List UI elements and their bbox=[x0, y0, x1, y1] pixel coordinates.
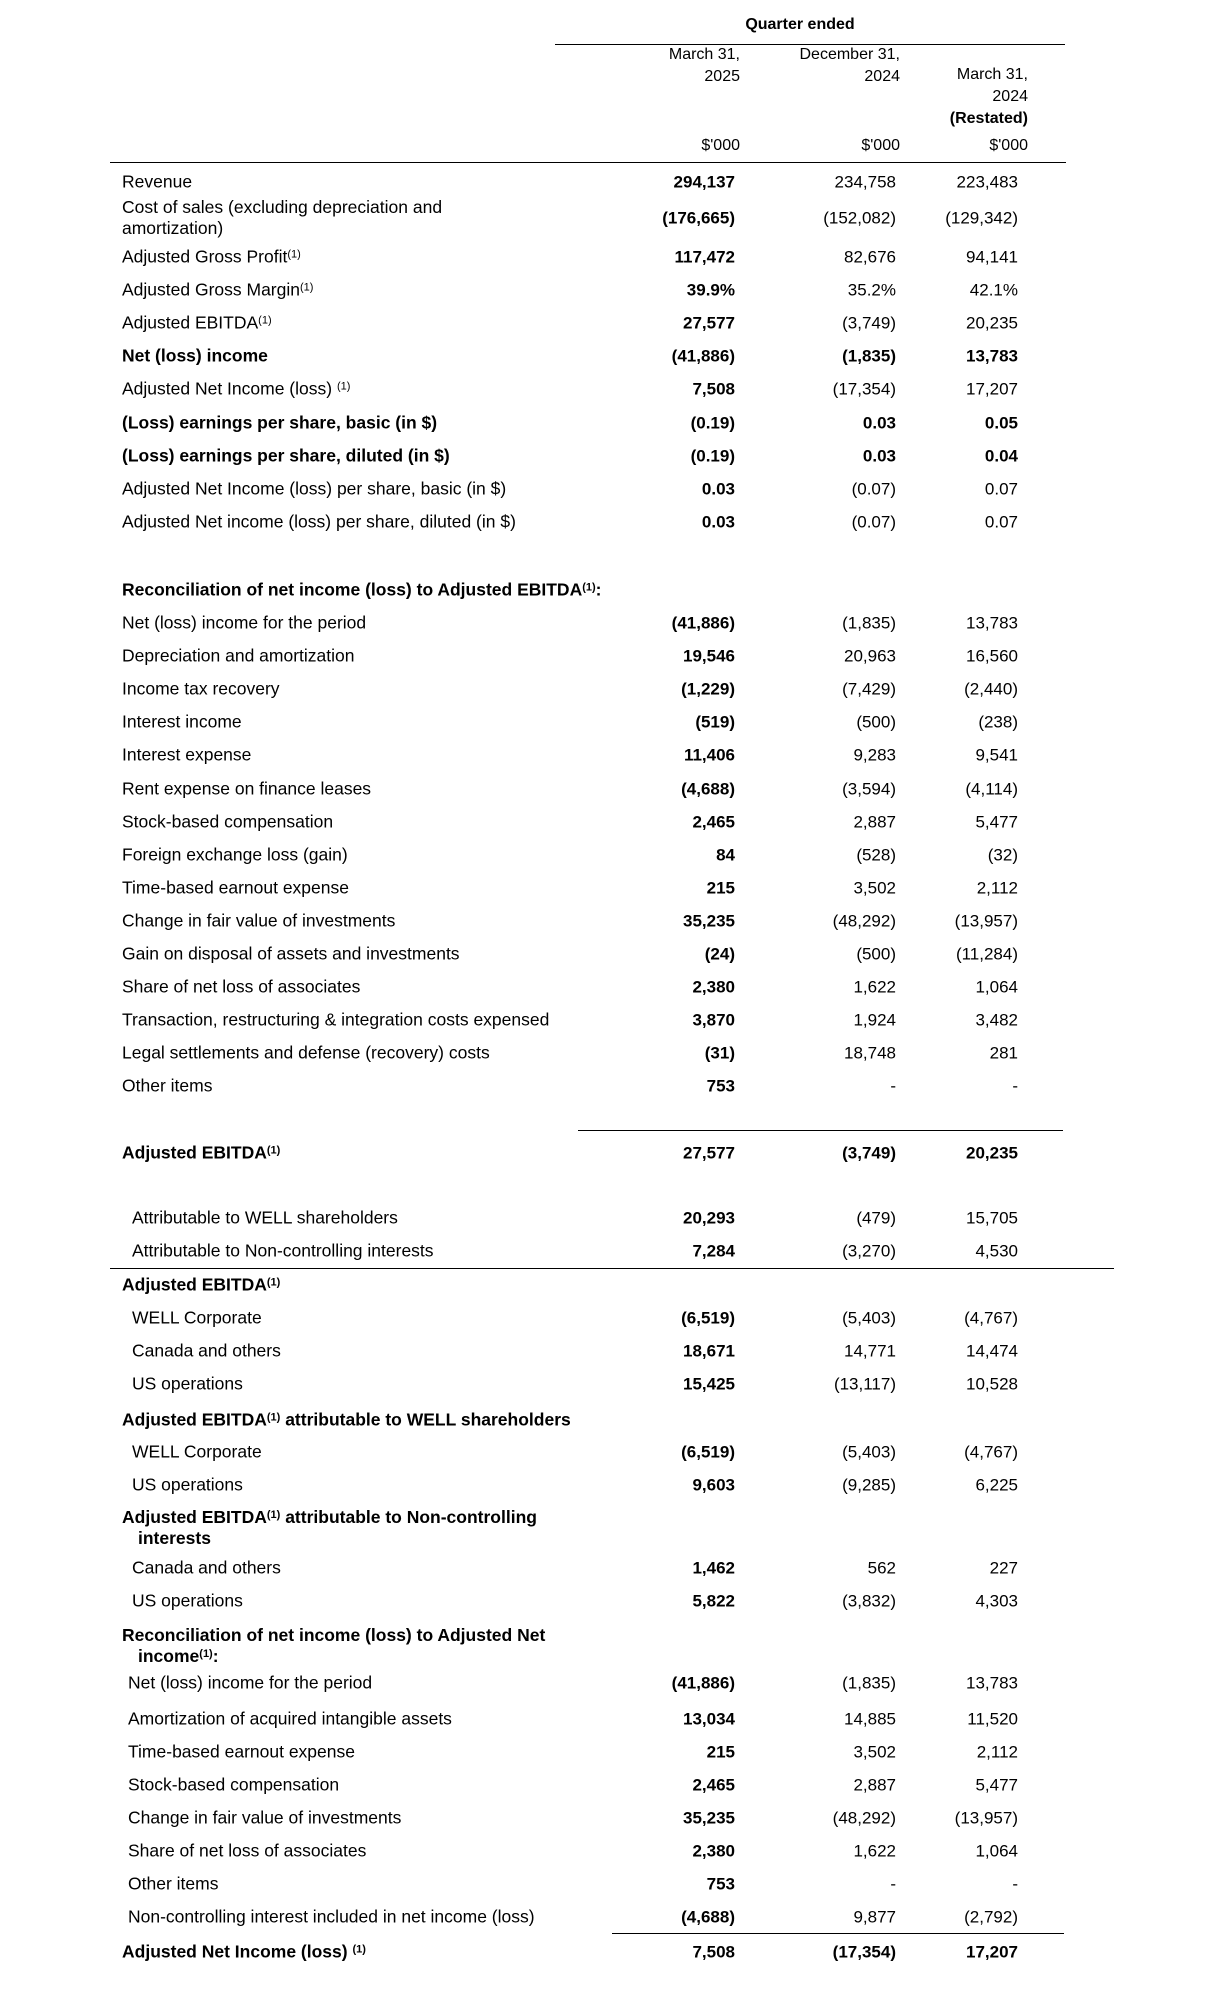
value-col1: 2,465 bbox=[692, 1775, 735, 1795]
table-row bbox=[0, 1868, 1214, 1900]
row-label: Amortization of acquired intangible assets bbox=[128, 1708, 452, 1729]
value-col3: 0.07 bbox=[984, 479, 1018, 499]
value-col3: 16,560 bbox=[966, 646, 1018, 666]
value-col3: 9,541 bbox=[975, 745, 1018, 765]
subtotal-rule bbox=[578, 1130, 1063, 1131]
footnote-marker: (1) bbox=[258, 314, 272, 327]
row-label: WELL Corporate bbox=[132, 1307, 262, 1328]
value-col1: (41,886) bbox=[671, 1673, 735, 1693]
value-col1: (41,886) bbox=[671, 346, 735, 366]
row-label: Time-based earnout expense bbox=[122, 877, 349, 898]
value-col1: 215 bbox=[706, 1742, 735, 1762]
value-col1: 2,380 bbox=[692, 977, 735, 997]
row-label: Share of net loss of associates bbox=[128, 1840, 367, 1861]
table-row bbox=[0, 1802, 1214, 1834]
row-label: Adjusted Net Income (loss) $^{(1)}$ bbox=[122, 378, 351, 399]
value-col1: (6,519) bbox=[681, 1442, 735, 1462]
value-col3: 227 bbox=[989, 1558, 1018, 1578]
table-row bbox=[0, 274, 1214, 306]
value-col2: (3,270) bbox=[842, 1241, 896, 1261]
value-col3: - bbox=[1012, 1076, 1018, 1096]
total-row bbox=[0, 1936, 1214, 1968]
value-col3: 15,705 bbox=[966, 1208, 1018, 1228]
table-row bbox=[0, 1552, 1214, 1584]
table-row bbox=[0, 640, 1214, 672]
footnote-marker: (1) bbox=[199, 1648, 213, 1660]
value-col3: 1,064 bbox=[975, 1841, 1018, 1861]
value-col3: 17,207 bbox=[966, 1942, 1018, 1962]
row-label: Gain on disposal of assets and investments bbox=[122, 943, 460, 964]
value-col2: 14,771 bbox=[844, 1341, 896, 1361]
row-label: Adjusted EBITDA$^{(1)}$ bbox=[122, 1142, 281, 1163]
value-col1: 2,380 bbox=[692, 1841, 735, 1861]
footnote-marker: (1) bbox=[336, 380, 351, 393]
row-label: Legal settlements and defense (recovery) costs bbox=[122, 1042, 490, 1063]
row-label: US operations bbox=[132, 1474, 243, 1495]
table-row bbox=[0, 706, 1214, 738]
value-col2: (17,354) bbox=[832, 1942, 896, 1962]
section-title bbox=[0, 1404, 1214, 1436]
table-row bbox=[0, 166, 1214, 198]
value-col3: 2,112 bbox=[976, 1742, 1018, 1762]
value-col3: (2,792) bbox=[964, 1907, 1018, 1927]
value-col2: 3,502 bbox=[853, 878, 896, 898]
value-col2: (0.07) bbox=[851, 512, 896, 532]
table-row bbox=[0, 1368, 1214, 1400]
row-label: Depreciation and amortization bbox=[122, 645, 355, 666]
footnote-marker: (1) bbox=[266, 1411, 281, 1424]
value-col1: 5,822 bbox=[692, 1591, 735, 1611]
value-col1: (31) bbox=[704, 1043, 735, 1063]
value-col1: 19,546 bbox=[683, 646, 735, 666]
table-row bbox=[0, 1703, 1214, 1735]
row-label: Net (loss) income for the period bbox=[122, 612, 367, 633]
value-col1: 39.9% bbox=[686, 280, 735, 300]
value-col3: (13,957) bbox=[954, 911, 1018, 931]
table-row bbox=[0, 1835, 1214, 1867]
row-label: Income tax recovery bbox=[122, 678, 280, 699]
value-col3: (4,114) bbox=[965, 779, 1018, 798]
row-label: Rent expense on finance leases bbox=[122, 778, 372, 798]
row-label: Other items bbox=[128, 1873, 219, 1894]
value-col2: 562 bbox=[867, 1558, 896, 1578]
footnote-marker: (1) bbox=[287, 248, 301, 261]
table-row bbox=[0, 373, 1214, 405]
value-col1: 1,462 bbox=[692, 1558, 735, 1578]
table-row bbox=[0, 1202, 1214, 1234]
row-label: US operations bbox=[132, 1373, 243, 1394]
value-col1: (41,886) bbox=[671, 613, 735, 633]
value-col2: (1,835) bbox=[842, 1673, 896, 1693]
value-col2: (479) bbox=[856, 1208, 896, 1228]
table-row bbox=[0, 407, 1214, 439]
value-col1: (6,519) bbox=[681, 1308, 735, 1328]
table-row bbox=[0, 1037, 1214, 1069]
value-col2: (1,835) bbox=[842, 346, 896, 366]
value-col2: 1,924 bbox=[853, 1010, 896, 1030]
row-label: Net (loss) income for the period bbox=[128, 1672, 373, 1693]
table-row bbox=[0, 607, 1214, 639]
row-label: Stock-based compensation bbox=[122, 811, 334, 832]
row-label: Change in fair value of investments bbox=[122, 910, 396, 931]
value-col3: 0.07 bbox=[984, 512, 1018, 532]
value-col2: 2,887 bbox=[853, 1775, 896, 1795]
value-col1: 753 bbox=[706, 1874, 735, 1894]
row-label-continued: interests bbox=[138, 1528, 211, 1548]
value-col2: (9,285) bbox=[842, 1475, 896, 1495]
footnote-marker: (1) bbox=[352, 1943, 366, 1956]
row-label: Net (loss) income bbox=[122, 345, 268, 366]
value-col3: 6,225 bbox=[975, 1475, 1018, 1495]
row-label: Non-controlling interest included in net income (loss) bbox=[128, 1906, 535, 1927]
value-col3: 5,477 bbox=[975, 1775, 1018, 1795]
table-row bbox=[0, 1070, 1214, 1102]
col2-header-line2: 2024 bbox=[864, 68, 900, 85]
value-col2: 9,283 bbox=[853, 745, 896, 765]
col3-header-line3: (Restated) bbox=[949, 110, 1028, 127]
value-col2: 20,963 bbox=[844, 646, 896, 666]
value-col2: (152,082) bbox=[823, 208, 896, 228]
value-col3: 14,474 bbox=[966, 1341, 1018, 1361]
value-col1: 7,508 bbox=[692, 379, 735, 399]
value-col3: (11,284) bbox=[955, 944, 1018, 964]
value-col1: 18,671 bbox=[683, 1341, 735, 1361]
value-col1: 9,603 bbox=[692, 1475, 735, 1495]
table-row bbox=[0, 506, 1214, 538]
value-col3: 42.1% bbox=[969, 280, 1018, 300]
value-col3: (2,440) bbox=[964, 679, 1018, 699]
value-col3: 13,783 bbox=[966, 346, 1018, 366]
row-label: Adjusted EBITDA$^{(1)}$ attributable to WELL shareholders bbox=[122, 1409, 571, 1430]
row-label: Adjusted EBITDA$^{(1)}$ bbox=[122, 312, 272, 333]
value-col2: (500) bbox=[856, 712, 896, 732]
value-col3: (13,957) bbox=[954, 1808, 1018, 1828]
row-label: (Loss) earnings per share, diluted (in $) bbox=[122, 445, 450, 466]
table-row bbox=[0, 905, 1214, 937]
row-label: Other items bbox=[122, 1075, 213, 1096]
value-col1: 2,465 bbox=[692, 812, 735, 832]
value-col2: (48,292) bbox=[832, 911, 896, 931]
value-col2: 3,502 bbox=[853, 1742, 896, 1762]
value-col2: 0.03 bbox=[862, 446, 896, 466]
value-col2: (7,429) bbox=[842, 679, 896, 699]
table-row bbox=[0, 938, 1214, 970]
table-row bbox=[0, 241, 1214, 273]
value-col2: (13,117) bbox=[833, 1374, 896, 1394]
value-col1: 0.03 bbox=[701, 512, 735, 532]
table-row bbox=[0, 1436, 1214, 1468]
value-col3: 17,207 bbox=[966, 379, 1018, 399]
table-row bbox=[0, 1302, 1214, 1334]
value-col2: 234,758 bbox=[834, 172, 896, 192]
row-label: Interest expense bbox=[122, 744, 252, 765]
value-col3: 0.04 bbox=[984, 446, 1018, 466]
table-row bbox=[0, 440, 1214, 472]
value-col1: 27,577 bbox=[683, 1143, 735, 1163]
value-col2: (1,835) bbox=[842, 613, 896, 633]
value-col2: 1,622 bbox=[853, 977, 896, 997]
footnote-marker: (1) bbox=[266, 1509, 281, 1521]
footnote-marker: (1) bbox=[266, 1144, 281, 1157]
table-row bbox=[0, 307, 1214, 339]
table-row bbox=[0, 1736, 1214, 1768]
section-title bbox=[0, 1624, 1214, 1668]
value-col2: 82,676 bbox=[844, 247, 896, 267]
value-col3: (4,767) bbox=[964, 1308, 1018, 1328]
table-row bbox=[0, 1901, 1214, 1933]
value-col1: 0.03 bbox=[701, 479, 735, 499]
value-col3: (129,342) bbox=[945, 208, 1018, 228]
row-label: Share of net loss of associates bbox=[122, 976, 361, 997]
value-col1: 7,508 bbox=[692, 1942, 735, 1962]
value-col1: 117,472 bbox=[674, 247, 735, 267]
row-label: (Loss) earnings per share, basic (in $) bbox=[122, 412, 438, 433]
row-label: Revenue bbox=[122, 171, 193, 192]
value-col3: 4,303 bbox=[975, 1591, 1018, 1611]
section-title bbox=[0, 574, 1214, 606]
value-col3: 20,235 bbox=[966, 1143, 1018, 1163]
row-label: Interest income bbox=[122, 711, 242, 732]
row-label: Adjusted Net Income (loss) $^{(1)}$ bbox=[122, 1941, 366, 1962]
value-col2: (5,403) bbox=[842, 1442, 896, 1462]
value-col1: 15,425 bbox=[683, 1374, 735, 1394]
value-col3: - bbox=[1012, 1874, 1018, 1894]
value-col3: 11,520 bbox=[967, 1709, 1018, 1729]
value-col1: 35,235 bbox=[683, 1808, 735, 1828]
row-label: Adjusted Gross Margin$^{(1)}$ bbox=[122, 279, 314, 300]
value-col1: (519) bbox=[695, 712, 735, 732]
table-row bbox=[0, 1004, 1214, 1036]
section-title bbox=[0, 1506, 1214, 1550]
value-col1: 84 bbox=[716, 845, 735, 865]
row-label: Time-based earnout expense bbox=[128, 1741, 355, 1762]
value-col3: 4,530 bbox=[975, 1241, 1018, 1261]
value-col1: (4,688) bbox=[681, 1907, 735, 1927]
value-col3: 10,528 bbox=[966, 1374, 1018, 1394]
value-col1: (24) bbox=[704, 944, 735, 964]
value-col1: 35,235 bbox=[683, 911, 735, 931]
col3-header bbox=[900, 64, 1028, 130]
row-label: Reconciliation of net income (loss) to Adjusted Net income$^{(1)}$: bbox=[122, 1625, 592, 1667]
value-col2: (5,403) bbox=[842, 1308, 896, 1328]
value-col2: (3,832) bbox=[842, 1591, 896, 1611]
row-label: Transaction, restructuring & integration costs expensed bbox=[122, 1009, 550, 1030]
header-bottom-rule bbox=[110, 162, 1066, 163]
value-col1: 294,137 bbox=[673, 172, 735, 192]
value-col3: (4,767) bbox=[964, 1442, 1018, 1462]
row-label: Canada and others bbox=[132, 1557, 281, 1578]
row-label-continued: income$^{(1)}$: bbox=[138, 1646, 219, 1666]
table-row bbox=[0, 1469, 1214, 1501]
row-label: Foreign exchange loss (gain) bbox=[122, 844, 348, 865]
value-col2: 35.2% bbox=[847, 280, 896, 300]
value-col2: 0.03 bbox=[862, 413, 896, 433]
col2-header-line1: December 31, bbox=[799, 46, 900, 63]
col3-header-line1: March 31, bbox=[956, 66, 1028, 83]
row-label: Stock-based compensation bbox=[128, 1774, 340, 1795]
row-label: Adjusted Gross Profit$^{(1)}$ bbox=[122, 246, 301, 267]
value-col2: 1,622 bbox=[853, 1841, 896, 1861]
value-col2: (3,594) bbox=[842, 779, 896, 798]
col3-unit: $'000 bbox=[989, 137, 1028, 154]
value-col3: (238) bbox=[978, 712, 1018, 732]
value-col2: (0.07) bbox=[851, 479, 896, 499]
value-col3: 2,112 bbox=[976, 878, 1018, 898]
row-label: Adjusted Net income (loss) per share, diluted (in $) bbox=[122, 511, 516, 532]
row-label: Cost of sales (excluding depreciation and amortization) bbox=[122, 197, 443, 238]
section-title bbox=[0, 1269, 1214, 1301]
value-col3: 3,482 bbox=[975, 1010, 1018, 1030]
total-rule bbox=[612, 1933, 1064, 1934]
value-col3: 281 bbox=[989, 1043, 1018, 1063]
value-col2: 18,748 bbox=[844, 1043, 896, 1063]
row-label: Canada and others bbox=[132, 1340, 281, 1361]
col2-unit: $'000 bbox=[861, 137, 900, 154]
value-col1: (0.19) bbox=[690, 413, 735, 433]
value-col2: 2,887 bbox=[853, 812, 896, 832]
value-col1: 753 bbox=[706, 1076, 735, 1096]
value-col1: 11,406 bbox=[683, 745, 735, 765]
col1-unit: $'000 bbox=[701, 137, 740, 154]
value-col1: (1,229) bbox=[681, 679, 735, 699]
row-label: Attributable to WELL shareholders bbox=[132, 1207, 398, 1228]
table-row bbox=[0, 1667, 1214, 1699]
row-label: US operations bbox=[132, 1590, 243, 1611]
row-label: Attributable to Non-controlling interests bbox=[132, 1240, 434, 1261]
value-col2: - bbox=[890, 1874, 896, 1894]
table-row bbox=[0, 773, 1214, 805]
value-col3: 94,141 bbox=[966, 247, 1018, 267]
table-row bbox=[0, 673, 1214, 705]
row-label: Adjusted Net Income (loss) per share, basic (in $) bbox=[122, 478, 507, 499]
value-col3: 13,783 bbox=[966, 613, 1018, 633]
footnote-marker: (1) bbox=[300, 281, 314, 294]
table-row bbox=[0, 739, 1214, 771]
value-col2: (528) bbox=[856, 845, 896, 865]
row-label: Change in fair value of investments bbox=[128, 1807, 402, 1828]
table-row bbox=[0, 1769, 1214, 1801]
col2-header bbox=[760, 44, 900, 88]
col1-header bbox=[620, 44, 740, 88]
value-col2: (3,749) bbox=[842, 313, 896, 333]
value-col3: 13,783 bbox=[966, 1673, 1018, 1693]
value-col1: (4,688) bbox=[681, 779, 735, 798]
value-col2: (3,749) bbox=[842, 1143, 896, 1163]
table-row bbox=[0, 1585, 1214, 1617]
value-col3: 5,477 bbox=[975, 812, 1018, 832]
value-col3: (32) bbox=[987, 845, 1018, 865]
value-col1: 7,284 bbox=[692, 1241, 735, 1261]
value-col1: (0.19) bbox=[690, 446, 735, 466]
value-col2: (17,354) bbox=[832, 379, 896, 399]
table-row bbox=[0, 971, 1214, 1003]
table-row bbox=[0, 839, 1214, 871]
table-row bbox=[0, 1235, 1214, 1267]
row-label: WELL Corporate bbox=[132, 1441, 262, 1462]
value-col1: 13,034 bbox=[683, 1709, 735, 1729]
table-row bbox=[0, 340, 1214, 372]
table-row bbox=[0, 1335, 1214, 1367]
row-label: Adjusted EBITDA$^{(1)}$ attributable to Non-controlling interests bbox=[122, 1507, 592, 1549]
footnote-marker: (1) bbox=[266, 1276, 281, 1289]
row-label: Adjusted EBITDA$^{(1)}$ bbox=[122, 1274, 281, 1295]
value-col2: 14,885 bbox=[844, 1709, 896, 1729]
value-col2: 9,877 bbox=[853, 1907, 896, 1927]
col1-header-line1: March 31, bbox=[668, 46, 740, 63]
value-col3: 20,235 bbox=[966, 313, 1018, 333]
col1-header-line2: 2025 bbox=[704, 68, 740, 85]
total-row bbox=[0, 1137, 1214, 1169]
value-col2: - bbox=[890, 1076, 896, 1096]
column-group-title: Quarter ended bbox=[745, 16, 855, 33]
table-row bbox=[0, 872, 1214, 904]
value-col1: 27,577 bbox=[683, 313, 735, 333]
col3-header-line2: 2024 bbox=[992, 88, 1028, 105]
value-col1: 215 bbox=[706, 878, 735, 898]
footnote-marker: (1) bbox=[582, 581, 596, 594]
value-col3: 1,064 bbox=[975, 977, 1018, 997]
table-row bbox=[0, 806, 1214, 838]
value-col3: 0.05 bbox=[984, 413, 1018, 433]
value-col2: (500) bbox=[856, 944, 896, 964]
table-row bbox=[0, 196, 1214, 240]
value-col1: 20,293 bbox=[683, 1208, 735, 1228]
value-col1: (176,665) bbox=[662, 208, 735, 228]
value-col1: 3,870 bbox=[692, 1010, 735, 1030]
row-label: Reconciliation of net income (loss) to Adjusted EBITDA$^{(1)}$: bbox=[122, 579, 602, 600]
table-row bbox=[0, 473, 1214, 505]
value-col2: (48,292) bbox=[832, 1808, 896, 1828]
value-col3: 223,483 bbox=[956, 172, 1018, 192]
